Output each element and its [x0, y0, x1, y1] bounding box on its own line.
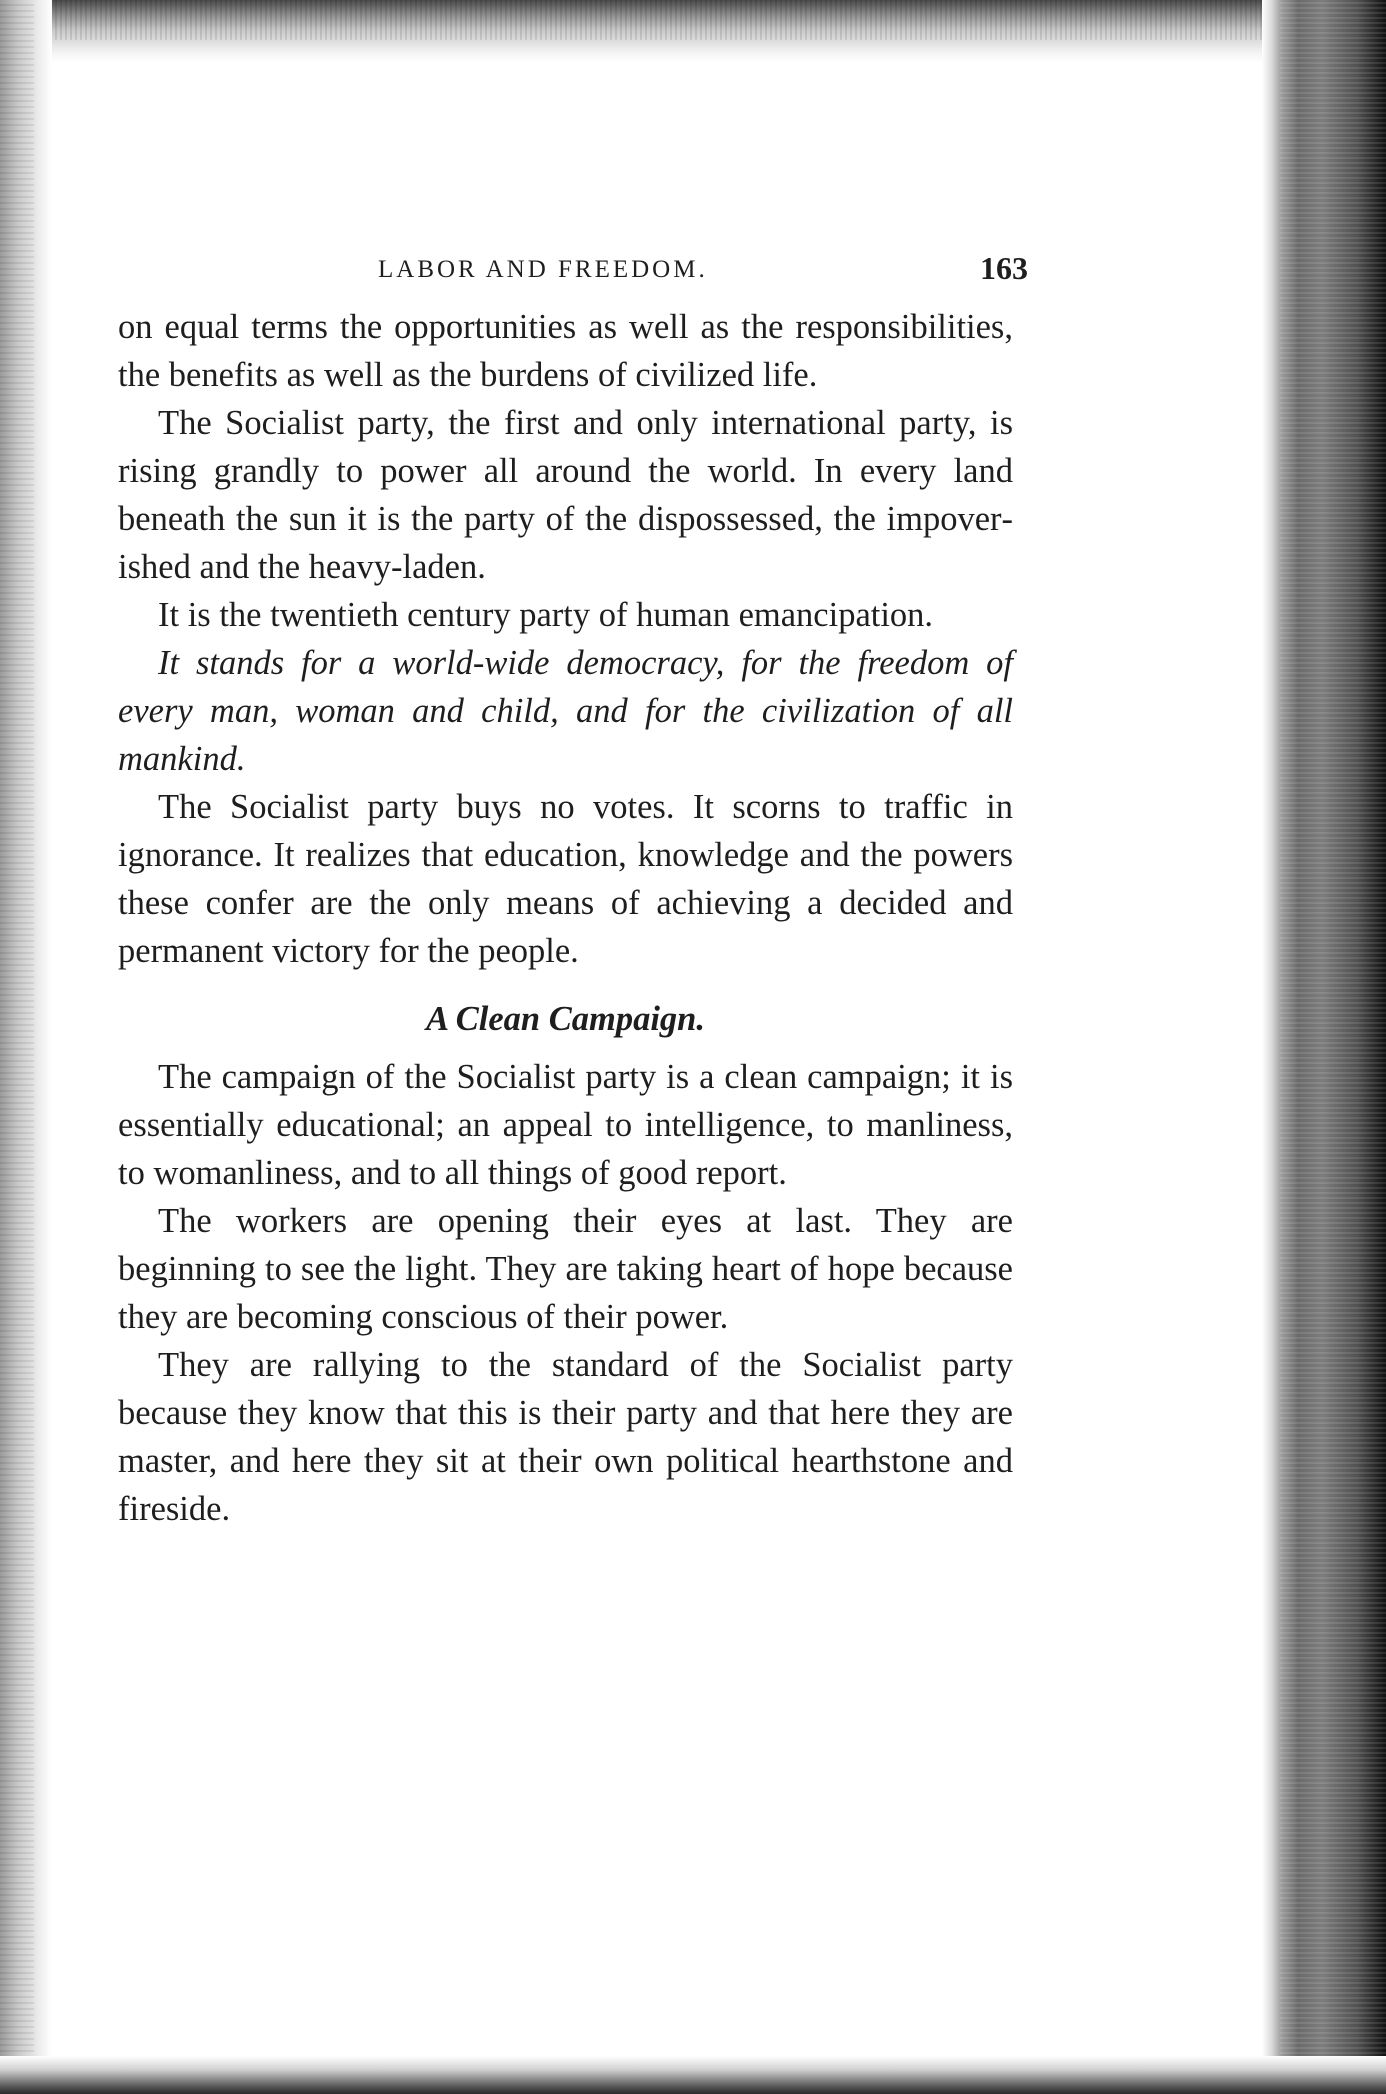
paragraph: The workers are opening their eyes at last. They are beginning to see the light. They are taking heart of hope because they are becoming conscious of their power. [118, 1202, 1013, 1336]
paragraph-italic: It stands for a world-wide democracy, for the freedom of every man, woman and child, and for the civilization of all mankind. [118, 644, 1013, 778]
running-title: LABOR AND FREEDOM. [378, 256, 708, 283]
section-heading: A Clean Campaign. [426, 1000, 705, 1038]
scan-top-edge-texture [0, 0, 1386, 40]
scan-left-edge-texture [0, 0, 34, 2094]
paragraph: The Socialist party buys no votes. It scorns to traffic in ignorance. It realizes that education, knowledge and the powers these confer are the only means of achieving a decided and permanent victory for the people. [118, 788, 1013, 970]
paragraph: It is the twentieth century party of human emancipation. [158, 596, 934, 634]
book-spine-texture [1280, 0, 1386, 2094]
paragraph-continued: on equal terms the opportunities as well as the responsibilities, the benefits as well as the burdens of civilized life. [118, 308, 1013, 394]
paragraph: The campaign of the Socialist party is a clean campaign; it is essentially educational; an appeal to intelligence, to manliness, to womanliness, and to all things of good report. [118, 1058, 1013, 1192]
paragraph: The Socialist party, the first and only international party, is rising grandly to power all around the world. In every land beneath the sun it is the party of the dispossessed, the impoverished and the heavy-laden. [118, 404, 1013, 586]
page-number: 163 [980, 250, 1028, 286]
paragraph: They are rallying to the standard of the Socialist party because they know that this is their party and that here they are master, and here they sit at their own political hearthstone and fireside. [118, 1346, 1013, 1528]
scan-bottom-edge [0, 2056, 1386, 2094]
page-body [118, 303, 1013, 1533]
running-head [120, 250, 1028, 290]
